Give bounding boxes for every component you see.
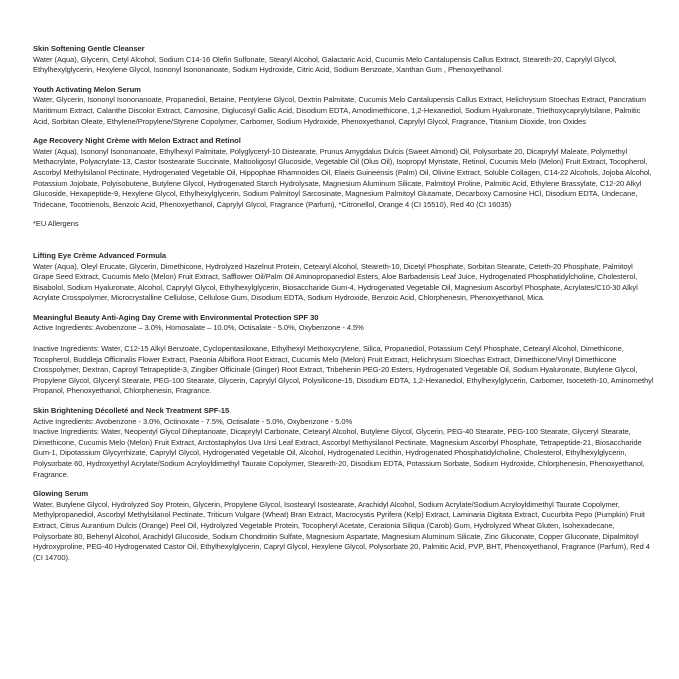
active-ingredients: Active Ingredients: Avobenzone - 3.0%, Octinoxate - 7.5%, Octisalate - 5.0%, Oxybenzone - 5.0% <box>33 416 353 426</box>
product-section-melon-serum <box>33 85 655 127</box>
product-section-day-creme <box>33 313 655 397</box>
product-section-cleanser <box>33 44 655 76</box>
ingredient-list: Water, Glycerin, Isononyl Isononanoate, Propanediol, Betaine, Pentylene Glycol, Dextrin Palmitate, Cucumis Melo Cantalupensis Callus Extract, Helichrysum Stoechas Extract, Pancratium Maritimum Extract, Calanthe Discolor Extract, Carnosine, Diglucosyl Gallic Acid, Disodium EDTA, Amodimethicone, 1,2-Hexanediol, Sodium Hyaluronate, Triethoxycaprylylsilane, Palmitic Acid, Sorbitan Oleate, Ethylene/Propylene/Styrene Copolymer, Carbomer, Sodium Hydroxide, Phenoxyethanol, Caprylyl Glycol, Fragrance, Titanium Dioxide, Iron Oxides <box>33 95 646 126</box>
ingredient-list: Water (Aqua), Oleyl Erucate, Glycerin, Dimethicone, Hydrolyzed Hazelnut Protein, Cetearyl Alcohol, Steareth-10, Dicetyl Phosphate, Sorbitan Stearate, Ceteth-20 Phosphate, Palmitoyl Grape Seed Extract, Cucumis Melo (Melon) Fruit Extract, Safflower Oil/Palm Oil Aminopropanediol Esters, Aloe Barbadensis Leaf Juice, Hydrogenated Phosphatidylcholine, Cholesterol, Bisabolol, Sodium Hyaluronate, Alcohol, Caprylyl Glycol, Ethylhexylglycerin, Biosaccharide Gum-4, Hydrogenated Vegetable Oil, Magnesium Ascorbyl Phosphate, Acrylates/C10-30 Alkyl Acrylate Crosspolymer, Microcrystalline Cellulose, Cellulose Gum, Disodium EDTA, Sodium Hydroxide, Benzoic Acid, Chlorphenesin, Phenoxyethanol, Mica. <box>33 261 638 303</box>
eu-allergens-note: *EU Allergens <box>33 219 79 229</box>
product-title: Youth Activating Melon Serum <box>33 84 141 94</box>
product-title: Glowing Serum <box>33 489 89 499</box>
product-section-glowing-serum <box>33 489 655 563</box>
inactive-ingredients: Inactive Ingredients: Water, C12-15 Alkyl Benzoate, Cyclopentasiloxane, Ethylhexyl Methoxycrylene, Silica, Propanediol, Potassium Cetyl Phosphate, Cetearyl Alcohol, Dimethicone, Tocopherol, Buddleja Officinalis Flower Extract, Paeonia Albiflora Root Extract, Cucumis Melo (Melon) Fruit Extract, Helichrysum Stoechas Extract, Dimethicone/Vinyl Dimethicone Crosspolymer, Dextran, Caproyl Tetrapeptide-3, Zingiber Officinale (Ginger) Root Extract, Tribehenin PEG-20 Esters, Hydrogenated Vegetable Oil, Sodium Hyaluronate, Butylene Glycol, Propylene Glycol, Glyceryl Stearate, PEG-100 Stearate, Glycerin, Caprylyl Glycol, Polysilicone-15, Disodium EDTA, 1,2-Hexanediol, Ethylhexylglycerin, Carbomer, Isoceteth-10, Aminomethyl Propanol, Phenoxyethanol, Chlorphenesin, Fragrance. <box>33 344 654 396</box>
ingredient-list: Water (Aqua), Isononyl Isononanoate, Ethylhexyl Palmitate, Polyglyceryl-10 Distearate, Prunus Amygdalus Dulcis (Sweet Almond) Oil, Polysorbate 20, Dicaprylyl Maleate, Polymethyl Methacrylate, Polyacrylate-13, Castor Isostearate Succinate, Maltooligosyl Glucoside, Vegetable Oil (Olus Oil), Isopropyl Myristate, Retinol, Cucumis Melo (Melon) Fruit Extract, Tocopherol, Ascorbyl Methylsilanol Pectinate, Hydrogenated Vegetable Oil, Hippophae Rhamnoides Oil, Elaeis Guineensis (Palm) Oil, Olivine Extract, Soluble Collagen, C14-22 Alcohols, Jojoba Alcohol, Potassium Jojobate, Polyisobutene, Butylene Glycol, Hydrogenated Starch Hydrolysate, Magnesium Aluminum Silicate, Palmitoyl Proline, Palmitic Acid, Ethylene Brassylate, C12-20 Alkyl Glucoside, Hexapeptide-9, Hexylene Glycol, Ethylhexylglycerin, Sodium Palmitoyl Sarcosinate, Magnesium Palmitoyl Glutamate, Decarboxy Carnosine HCl, Disodium EDTA, Undecane, Tridecane, Tocotrienols, Benzoic Acid, Phenoxyethanol, Caprylyl Glycol, Fragrance (Parfum), *Citronellol, Orange 4 (CI 15510), Red 40 (CI 16035) <box>33 146 652 209</box>
product-title: Meaningful Beauty Anti-Aging Day Creme with Environmental Protection SPF 30 <box>33 312 319 322</box>
product-section-decollete-treatment <box>33 406 655 480</box>
inactive-ingredients: Inactive Ingredients: Water, Neopentyl Glycol Diheptanoate, Dicaprylyl Carbonate, Cetearyl Alcohol, Butylene Glycol, Glycerin, PEG-40 Stearate, PEG-100 Stearate, Glyceryl Stearate, Dimethicone, Cucumis Melo (Melon) Fruit Extract, Arctostaphylos Uva Ursi Leaf Extract, Ascorbyl Methysilanol Pectinate, Magnesium Ascorbyl Phosphate, Tetrapeptide-21, Biosaccharide Gum-1, Dipotassium Glycyrrhizate, Caprylyl Glycol, Hydrogenated Vegetable Oil, Alcohol, Hydrogenated Lecithin, Hydrogenated Phosphatidylcholine, Cholesterol, Ethylhexylglycerin, Polysorbate 60, Hydroxyethyl Acrylate/Sodium Acryloyldimethyl Taurate Copolymer, Steareth-20, Disodium EDTA, Potassium Sorbate, Sodium Hydroxide, Chlorphenesin, Phenoxyethanol, Fragrance. <box>33 427 645 479</box>
product-title: Skin Softening Gentle Cleanser <box>33 44 145 53</box>
ingredient-list: Water, Butylene Glycol, Hydrolyzed Soy Protein, Glycerin, Propylene Glycol, Isostearyl Isostearate, Arachidyl Alcohol, Sodium Acrylate/Sodium Acryloyldimethyl Taurate Copolymer, Methylpropanediol, Ascorbyl Methylsilanol Pectinate, Triticum Vulgare (Wheat) Bran Extract, Macrocystis Pyrifera (Kelp) Extract, Laminaria Digitata Extract, Cucurbita Pepo (Pumpkin) Fruit Extract, Citrus Aurantium Dulcis (Orange) Peel Oil, Hydrolyzed Vegetable Protein, Tocopheryl Acetate, Ceratonia Siliqua (Carob) Gum, Hydrolyzed Wheat Gluten, Isohexadecane, Polysorbate 80, Behenyl Alcohol, Arachidyl Glucoside, Sodium Chondroitin Sulfate, Magnesium Aspartate, Magnesium Aluminum Silicate, Zinc Gluconate, Copper Gluconate, Dipalmitoyl Hydroxyproline, PEG-40 Hydrogenated Castor Oil, Ethylhexylglycerin, Capryl Glycol, Hexylene Glycol, Polysorbate 20, Palmitic Acid, PVP, BHT, Phenoxyethanol, Fragrance (Parfum), Red 4 (CI 14700). <box>33 499 650 562</box>
active-ingredients: Active Ingredients: Avobenzone – 3.0%, Homosalate – 10.0%, Octisalate - 5.0%, Oxybenzone - 4.5% <box>33 323 364 333</box>
product-title: Age Recovery Night Crème with Melon Extract and Retinol <box>33 136 241 146</box>
product-title: Skin Brightening Décolleté and Neck Treatment SPF-15 <box>33 406 230 416</box>
product-section-eye-creme <box>33 251 655 304</box>
product-section-night-creme <box>33 136 655 210</box>
product-title: Lifting Eye Crème Advanced Formula <box>33 250 167 260</box>
ingredient-list: Water (Aqua), Glycerin, Cetyl Alcohol, Sodium C14-16 Olefin Sulfonate, Stearyl Alcohol, Galactaric Acid, Cucumis Melo Cantalupensis Callus Extract, Steareth-20, Caprylyl Glycol, Ethylhexylglycerin, Hexylene Glycol, Isononyl Isononanoate, Sodium Hydroxide, Citric Acid, Sodium Benzoate, Xanthan Gum , Phenoxyethanol. <box>33 54 617 75</box>
ingredients-document <box>33 44 655 563</box>
